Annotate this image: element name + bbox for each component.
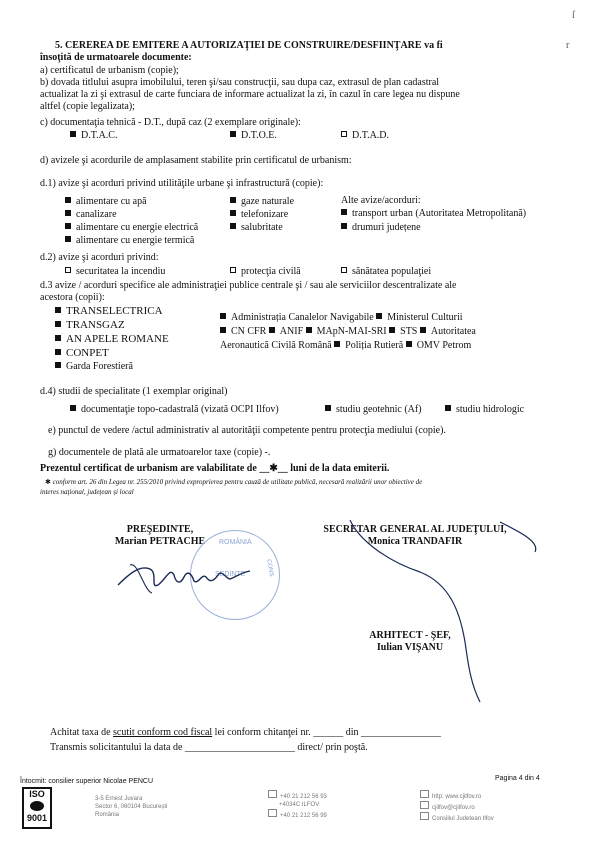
checked-box-icon (65, 210, 71, 216)
d1-col2-item: salubritate (230, 222, 283, 234)
secretary-signature (300, 512, 560, 712)
checked-box-icon (376, 313, 382, 319)
item-d2: d.2) avize şi acorduri privind: (40, 252, 159, 263)
email-icon (420, 801, 429, 809)
d1-col2-item: telefonizare (230, 209, 288, 221)
stamp-text: ȘEDINTE (215, 571, 246, 578)
president-signature (110, 555, 260, 600)
item-g: g) documentele de plată ale urmatoarelor taxe (copie) -. (48, 447, 271, 458)
president-name: Marian PETRACHE (114, 536, 206, 547)
president-title: PREŞEDINTE, (126, 524, 194, 535)
d1-col1-item: canalizare (65, 209, 117, 221)
stamp-text: ROMÂNIA (219, 539, 252, 546)
facebook-icon (420, 812, 429, 820)
checked-box-icon (55, 349, 61, 355)
section-title: 5. CEREREA DE EMITERE A AUTORIZAŢIEI DE CONSTRUIRE/DESFIINŢARE va fi (55, 40, 443, 51)
checked-box-icon (65, 236, 71, 242)
item-b-line1: b) dovada titlului asupra imobilului, teren şi/sau construcţii, sau dupa caz, extrasul de plan cadastral (40, 77, 440, 88)
checked-box-icon (70, 405, 76, 411)
checked-box-icon (65, 197, 71, 203)
item-d3-line1: d.3 avize / acorduri specifice ale administraţiei publice centrale şi / sau ale serviciilor descentralizate ale (40, 280, 457, 291)
d3-left-item: AN APELE ROMANE (55, 333, 169, 345)
architect-name: Iulian VIŞANU (376, 642, 444, 653)
checked-box-icon (341, 223, 347, 229)
checkbox-dtad: D.T.A.D. (341, 130, 389, 142)
empty-box-icon (341, 131, 347, 137)
checked-box-icon (55, 335, 61, 341)
d3-right-line2: CN CFR ANIF MApN-MAI-SRI STS Autoritatea (220, 326, 476, 338)
footnote-line2: interes național, județean și local (40, 488, 134, 496)
contact-phone: +40 21 212 56 93 +4034C ILFOV +40 21 212 56 99 (268, 790, 327, 820)
transmission-line: Transmis solicitantului la data de ______________________ direct/ prin poştă. (50, 742, 368, 753)
d2-option: protecţia civilă (230, 266, 301, 278)
corner-mark-2: r (566, 40, 570, 51)
d3-right-line3: Aeronautică Civilă Română Poliția Rutieră OMV Petrom (220, 340, 472, 351)
checked-box-icon (406, 341, 412, 347)
d2-option: sănătatea populaţiei (341, 266, 431, 278)
checked-box-icon (445, 405, 451, 411)
payment-line: Achitat taxa de scutit conform cod fiscal lei conform chitanţei nr. ______ din ________________ (50, 727, 442, 738)
fax-icon (268, 809, 277, 817)
phone-icon (268, 790, 277, 798)
item-b-line3: altfel (copie legalizata); (40, 101, 135, 112)
d1-col2-item: gaze naturale (230, 196, 294, 208)
validity-statement: Prezentul certificat de urbanism are valabilitate de __✱__ luni de la data emiterii. (40, 463, 390, 474)
checked-box-icon (230, 131, 236, 137)
d3-left-item: TRANSELECTRICA (55, 305, 163, 317)
address-line: 3-5 Ernest Juvara (95, 796, 143, 802)
secretary-name: Monica TRANDAFIR (367, 536, 463, 547)
item-d1: d.1) avize şi acorduri privind utilităţile urbane şi infrastructură (copie): (40, 178, 324, 189)
address (95, 795, 167, 819)
iso-logo (22, 787, 52, 829)
checked-box-icon (55, 307, 61, 313)
item-d3-line2: acestora (copii): (40, 292, 105, 303)
d1-col3-item: drumuri județene (341, 222, 421, 234)
item-d4: d.4) studii de specialitate (1 exemplar original) (40, 386, 228, 397)
item-e: e) punctul de vedere /actul administrativ al autorităţii competente pentru protecţia mediului (copie). (48, 425, 446, 436)
checked-box-icon (230, 223, 236, 229)
address-line: România (95, 812, 120, 818)
checked-box-icon (306, 327, 312, 333)
checked-box-icon (55, 321, 61, 327)
checked-box-icon (334, 341, 340, 347)
section-subtitle: însoţită de urmatoarele documente: (40, 52, 192, 63)
d1-col1-item: alimentare cu apă (65, 196, 147, 208)
checked-box-icon (230, 210, 236, 216)
checked-box-icon (325, 405, 331, 411)
checked-box-icon (269, 327, 275, 333)
d3-left-item: Garda Forestieră (55, 361, 133, 373)
item-b-line2: actualizat la zi şi extrasul de carte funciara de informare actualizat la zi, în cazul în care legea nu dispune (40, 89, 460, 100)
d1-col3-title: Alte avize/acorduri: (341, 195, 421, 206)
d1-col1-item: alimentare cu energie termică (65, 235, 194, 247)
empty-box-icon (341, 267, 347, 273)
d2-option: securitatea la incendiu (65, 266, 165, 278)
prepared-by: Întocmit: consilier superior Nicolae PENCU (20, 778, 154, 785)
web-icon (420, 790, 429, 798)
certification-icon (30, 801, 44, 811)
checked-box-icon (220, 313, 226, 319)
checked-box-icon (389, 327, 395, 333)
checked-box-icon (55, 362, 61, 368)
empty-box-icon (65, 267, 71, 273)
footnote-line1: ✱ conform art. 26 din Legea nr. 255/2010 privind exproprierea pentru cauză de utilitate publică, necesară realizării unor obiective de (45, 478, 423, 486)
checked-box-icon (230, 197, 236, 203)
d1-col3-item: transport urban (Autoritatea Metropolitană) (341, 208, 526, 220)
address-line: Sector 6, 060104 București (95, 804, 168, 810)
d3-left-item: TRANSGAZ (55, 319, 125, 331)
checkbox-dtac: D.T.A.C. (70, 130, 117, 142)
checkbox-dtoe: D.T.O.E. (230, 130, 277, 142)
corner-mark: ſ (572, 10, 575, 21)
checked-box-icon (65, 223, 71, 229)
d4-option: studiu hidrologic (445, 404, 524, 416)
checked-box-icon (70, 131, 76, 137)
page-number: Pagina 4 din 4 (495, 775, 540, 782)
iso-label: ISO (29, 789, 45, 799)
stamp-text: CONS (265, 558, 275, 578)
d1-col1-item: alimentare cu energie electrică (65, 222, 198, 234)
architect-title: ARHITECT - ŞEF, (369, 630, 451, 641)
checked-box-icon (220, 327, 226, 333)
d4-option: documentaţie topo-cadastrală (vizată OCPI Ilfov) (70, 404, 279, 416)
d4-option: studiu geotehnic (Af) (325, 404, 422, 416)
iso-number: 9001 (26, 813, 48, 823)
empty-box-icon (230, 267, 236, 273)
checked-box-icon (341, 209, 347, 215)
checked-box-icon (420, 327, 426, 333)
d3-left-item: CONPET (55, 347, 109, 359)
item-a: a) certificatul de urbanism (copie); (40, 65, 179, 76)
item-c: c) documentaţia tehnică - D.T., după caz (2 exemplare originale): (40, 117, 301, 128)
contact-web: http: www.cjilfov.ro cjilfov@cjilfov.ro Consiliul Judetean Ilfov (420, 790, 494, 823)
item-d: d) avizele şi acordurile de amplasament stabilite prin certificatul de urbanism: (40, 155, 352, 166)
d3-right-line1: Administrația Canalelor Navigabile Ministerul Culturii (220, 312, 463, 324)
secretary-title: SECRETAR GENERAL AL JUDEŢULUI, (323, 524, 507, 535)
